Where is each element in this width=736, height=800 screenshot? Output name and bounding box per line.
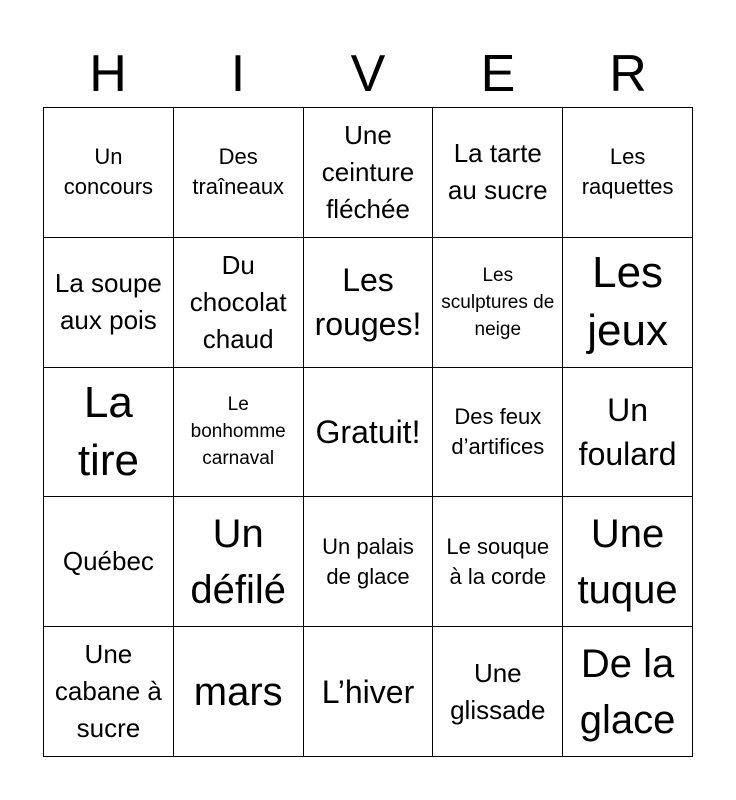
bingo-cell bbox=[304, 238, 434, 368]
cell-text: La tire bbox=[77, 377, 139, 485]
cell-text: Une tuque bbox=[577, 511, 678, 612]
cell-text: Un palais de glace bbox=[322, 533, 414, 589]
bingo-cell bbox=[174, 108, 304, 238]
bingo-cell bbox=[433, 238, 563, 368]
bingo-header bbox=[43, 40, 693, 108]
cell-text: Les jeux bbox=[587, 248, 668, 356]
bingo-cell bbox=[174, 497, 304, 627]
cell-text: Les sculptures de neige bbox=[441, 264, 555, 340]
header-letter-h: H bbox=[89, 45, 127, 103]
cell-text: La soupe aux pois bbox=[54, 268, 162, 336]
cell-text: Les raquettes bbox=[581, 144, 674, 200]
cell-text: Un foulard bbox=[578, 391, 677, 472]
cell-text: Gratuit! bbox=[315, 413, 421, 450]
cell-text: mars bbox=[193, 669, 283, 714]
cell-text: Le souque à la corde bbox=[446, 533, 550, 589]
cell-text: De la glace bbox=[579, 641, 676, 742]
cell-text: Une glissade bbox=[450, 657, 546, 725]
cell-text: Québec bbox=[62, 546, 154, 577]
bingo-cell bbox=[44, 627, 174, 757]
header-letter-v: V bbox=[350, 45, 386, 103]
bingo-cell bbox=[44, 108, 174, 238]
cell-text: Le bonhomme carnaval bbox=[190, 394, 286, 470]
cell-text: Une cabane à sucre bbox=[54, 639, 162, 744]
bingo-cell bbox=[563, 497, 693, 627]
bingo-cell bbox=[563, 627, 693, 757]
bingo-cell bbox=[563, 108, 693, 238]
bingo-cell bbox=[44, 368, 174, 498]
bingo-cell bbox=[563, 368, 693, 498]
cell-text: L’hiver bbox=[321, 673, 415, 710]
bingo-cell bbox=[44, 238, 174, 368]
cell-text: Un concours bbox=[63, 144, 154, 200]
bingo-cell bbox=[433, 627, 563, 757]
bingo-cell bbox=[174, 368, 304, 498]
bingo-card bbox=[43, 107, 693, 757]
bingo-cell bbox=[304, 497, 434, 627]
cell-text: La tarte au sucre bbox=[447, 138, 548, 206]
bingo-cell bbox=[563, 238, 693, 368]
cell-text: Un défilé bbox=[190, 511, 286, 612]
bingo-cell bbox=[304, 627, 434, 757]
bingo-cell bbox=[433, 108, 563, 238]
bingo-cell bbox=[433, 497, 563, 627]
bingo-cell bbox=[44, 497, 174, 627]
cell-text: Une ceinture fléchée bbox=[321, 119, 415, 224]
bingo-cell bbox=[304, 368, 434, 498]
bingo-cell bbox=[304, 108, 434, 238]
header-letter-e: E bbox=[480, 45, 516, 103]
header-letter-r: R bbox=[609, 45, 647, 103]
header-letter-i: I bbox=[230, 45, 246, 103]
bingo-cell bbox=[174, 238, 304, 368]
cell-text: Des feux d’artifices bbox=[451, 403, 545, 459]
cell-text: Les rouges! bbox=[314, 262, 422, 343]
bingo-cell bbox=[433, 368, 563, 498]
cell-text: Du chocolat chaud bbox=[189, 249, 287, 354]
bingo-cell bbox=[174, 627, 304, 757]
cell-text: Des traîneaux bbox=[192, 144, 285, 200]
